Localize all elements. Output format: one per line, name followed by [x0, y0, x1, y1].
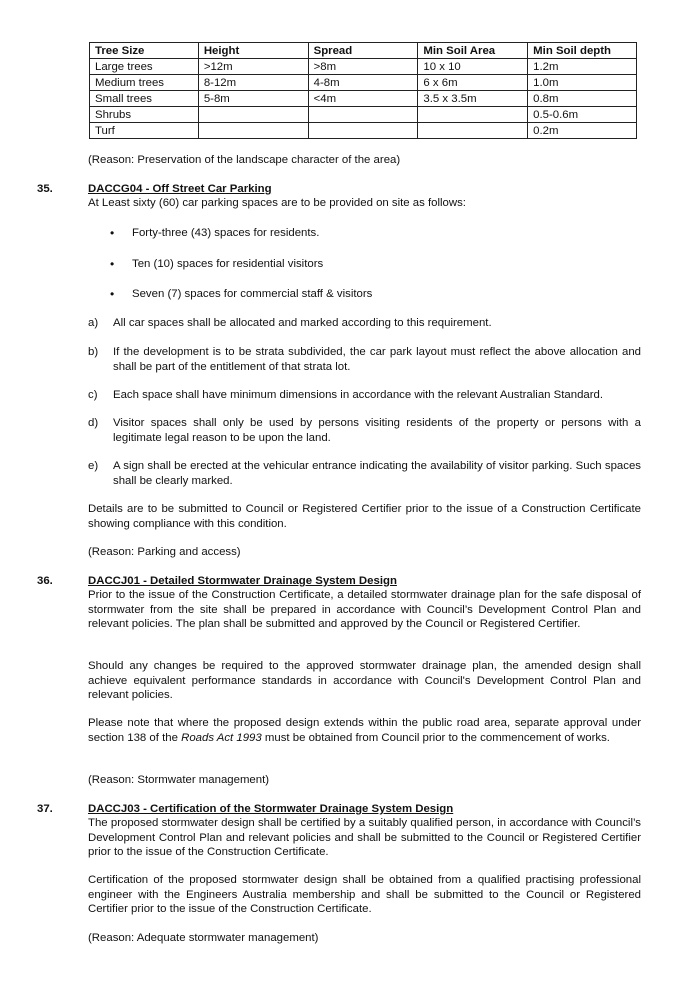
table-header: Min Soil Area: [418, 43, 528, 59]
table-row: [90, 107, 637, 123]
table-row: [90, 123, 637, 139]
table-cell: [198, 107, 308, 123]
condition-paragraph: Should any changes be required to the approved stormwater drainage plan, the amended design shall achieve equivalent performance standards in accordance with Council's Development Control Plan and relevant policies.: [88, 660, 641, 702]
condition-intro: At Least sixty (60) car parking spaces are to be provided on site as follows:: [88, 197, 466, 209]
table-cell: 6 x 6m: [418, 75, 528, 91]
condition-paragraph: The proposed stormwater design shall be certified by a suitably qualified person, in accordance with Council’s Development Control Plan and relevant policies and shall be submitted to the Council or Registered Certifier prior to the issue of the Construction Certificate.: [88, 817, 641, 859]
condition-heading: DACCG04 - Off Street Car Parking: [88, 183, 272, 195]
bullet-icon: •: [110, 287, 115, 301]
table-cell: [418, 107, 528, 123]
item-letter: b): [88, 346, 99, 358]
condition-reason: (Reason: Parking and access): [88, 546, 241, 558]
table-row: [90, 59, 637, 75]
table-cell: 0.8m: [528, 91, 637, 107]
table-cell: [308, 107, 418, 123]
item-text: All car spaces shall be allocated and marked according to this requirement.: [113, 317, 492, 329]
item-letter: d): [88, 417, 99, 429]
condition-number: 37.: [37, 803, 53, 815]
act-title: Roads Act 1993: [181, 731, 262, 744]
table-cell: <4m: [308, 91, 418, 107]
table-header-row: [90, 43, 637, 59]
table-cell: Large trees: [90, 59, 199, 75]
paragraph-text: must be obtained from Council prior to the commencement of works.: [261, 731, 610, 744]
tree-size-table: [89, 42, 637, 139]
bullet-item: Forty-three (43) spaces for residents.: [132, 227, 320, 239]
table-cell: 0.5-0.6m: [528, 107, 637, 123]
condition-paragraph: Prior to the issue of the Construction Certificate, a detailed stormwater drainage plan for the safe disposal of stormwater from the site shall be prepared in accordance with Council’s Development Control Plan and relevant policies. The plan shall be submitted and approved by the Council or Registered Certifier.: [88, 589, 641, 631]
table-header: Spread: [308, 43, 418, 59]
bullet-item: Ten (10) spaces for residential visitors: [132, 258, 324, 270]
table-cell: >8m: [308, 59, 418, 75]
table-cell: Small trees: [90, 91, 199, 107]
table-cell: [198, 123, 308, 139]
condition-reason: (Reason: Adequate stormwater management): [88, 932, 319, 944]
bullet-item: Seven (7) spaces for commercial staff & visitors: [132, 288, 373, 300]
condition-heading: DACCJ01 - Detailed Stormwater Drainage System Design: [88, 575, 397, 587]
table-row: [90, 75, 637, 91]
reason-landscape: (Reason: Preservation of the landscape character of the area): [88, 154, 401, 166]
table-cell: 1.0m: [528, 75, 637, 91]
table-cell: 1.2m: [528, 59, 637, 75]
item-text: Each space shall have minimum dimensions in accordance with the relevant Australian Standard.: [113, 389, 604, 401]
table-cell: 5-8m: [198, 91, 308, 107]
item-letter: a): [88, 317, 99, 329]
item-letter: e): [88, 460, 99, 472]
item-text: Visitor spaces shall only be used by persons visiting residents of the property or persons with a legitimate legal reason to be upon the land.: [113, 417, 641, 444]
table-cell: 10 x 10: [418, 59, 528, 75]
item-letter: c): [88, 389, 98, 401]
condition-number: 35.: [37, 183, 53, 195]
condition-heading: DACCJ03 - Certification of the Stormwater Drainage System Design: [88, 803, 454, 815]
table-header: Min Soil depth: [528, 43, 637, 59]
table-header: Height: [198, 43, 308, 59]
table-cell: 3.5 x 3.5m: [418, 91, 528, 107]
paragraph-text: Please note that where the proposed design extends within the public road area, separate approval under section 138 of the: [88, 717, 641, 744]
bullet-icon: •: [110, 226, 115, 240]
condition-reason: (Reason: Stormwater management): [88, 774, 270, 786]
table-cell: [418, 123, 528, 139]
bullet-icon: •: [110, 257, 115, 271]
table-cell: 8-12m: [198, 75, 308, 91]
table-cell: >12m: [198, 59, 308, 75]
condition-details: Details are to be submitted to Council or Registered Certifier prior to the issue of a Construction Certificate showing compliance with this condition.: [88, 503, 641, 530]
table-header: Tree Size: [90, 43, 199, 59]
item-text: A sign shall be erected at the vehicular entrance indicating the availability of visitor parking. Such spaces shall be clearly marked.: [113, 460, 641, 487]
table-cell: 0.2m: [528, 123, 637, 139]
table-cell: 4-8m: [308, 75, 418, 91]
condition-paragraph: [88, 716, 641, 745]
item-text: If the development is to be strata subdivided, the car park layout must reflect the above allocation and shall be part of the entitlement of that strata lot.: [113, 346, 641, 373]
table-cell: Shrubs: [90, 107, 199, 123]
table-row: [90, 91, 637, 107]
table-cell: Turf: [90, 123, 199, 139]
table-cell: [308, 123, 418, 139]
condition-paragraph: Certification of the proposed stormwater design shall be obtained from a qualified practising professional engineer with the Engineers Australia membership and shall be submitted to the Council or Registered Certifier prior to the issue of the Construction Certificate.: [88, 874, 641, 916]
table-cell: Medium trees: [90, 75, 199, 91]
condition-number: 36.: [37, 575, 53, 587]
